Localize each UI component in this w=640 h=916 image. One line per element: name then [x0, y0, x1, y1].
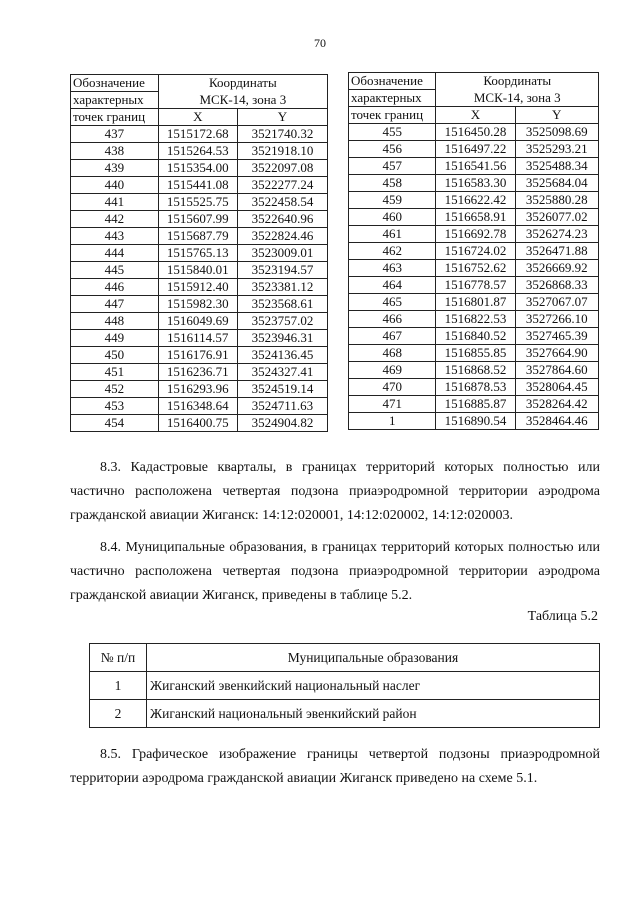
table-row: [71, 262, 328, 279]
table-row: [71, 296, 328, 313]
table-row: [71, 279, 328, 296]
table-row: [71, 228, 328, 245]
point-number: 446: [71, 279, 159, 296]
x-value: 1516293.96: [158, 381, 237, 398]
point-number: 469: [349, 362, 436, 379]
coords-header-line2: МСК-14, зона 3: [158, 92, 327, 109]
y-value: 3528264.42: [515, 396, 599, 413]
paragraph-8-4: 8.4. Муниципальные образования, в границах территорий которых полностью или частично расположена четвертая подзона приаэродромной территории аэродрома гражданской авиации Жиганск, приведены в таблице 5.2.: [70, 540, 600, 603]
x-value: 1516890.54: [436, 413, 515, 430]
y-value: 3523381.12: [237, 279, 327, 296]
coordinates-table-right: [348, 72, 599, 430]
y-value: 3525880.28: [515, 192, 599, 209]
x-value: 1516855.85: [436, 345, 515, 362]
table-row: [349, 362, 599, 379]
y-value: 3526077.02: [515, 209, 599, 226]
row-number: 1: [90, 672, 147, 700]
point-number: 439: [71, 160, 159, 177]
x-value: 1516541.56: [436, 158, 515, 175]
point-number: 447: [71, 296, 159, 313]
point-number: 437: [71, 126, 159, 143]
x-value: 1516236.71: [158, 364, 237, 381]
table-row: [71, 126, 328, 143]
y-value: 3522458.54: [237, 194, 327, 211]
point-number: 451: [71, 364, 159, 381]
point-number: 460: [349, 209, 436, 226]
point-number: 449: [71, 330, 159, 347]
table-row: [349, 192, 599, 209]
x-value: 1515441.08: [158, 177, 237, 194]
table-row: [71, 347, 328, 364]
point-number: 441: [71, 194, 159, 211]
table-row: [349, 141, 599, 158]
point-header-line1: Обозначение: [349, 73, 436, 90]
table-row: [71, 398, 328, 415]
municipality-name: Жиганский национальный эвенкийский район: [147, 700, 600, 728]
y-value: 3528064.45: [515, 379, 599, 396]
x-value: 1515912.40: [158, 279, 237, 296]
x-value: 1515607.99: [158, 211, 237, 228]
y-value: 3523946.31: [237, 330, 327, 347]
x-header: X: [436, 107, 515, 124]
point-number: 448: [71, 313, 159, 330]
table-row: [349, 277, 599, 294]
table-row: [71, 364, 328, 381]
x-value: 1516801.87: [436, 294, 515, 311]
y-value: 3523757.02: [237, 313, 327, 330]
paragraph-8-5: 8.5. Графическое изображение границы четвертой подзоны приаэродромной территории аэродрома гражданской авиации Жиганск приведено на схеме 5.1.: [70, 747, 600, 786]
municipality-name: Жиганский эвенкийский национальный наслег: [147, 672, 600, 700]
x-header: X: [158, 109, 237, 126]
point-number: 450: [71, 347, 159, 364]
point-number: 440: [71, 177, 159, 194]
table-row: [71, 160, 328, 177]
y-value: 3524136.45: [237, 347, 327, 364]
paragraph-8-3: 8.3. Кадастровые кварталы, в границах территорий которых полностью или частично расположена четвертая подзона приаэродромной территории аэродрома гражданской авиации Жиганск: 14:12:020001, 14:12:020002, 14:12:020003.: [70, 460, 600, 523]
x-value: 1516778.57: [436, 277, 515, 294]
x-value: 1515765.13: [158, 245, 237, 262]
x-value: 1515840.01: [158, 262, 237, 279]
point-number: 1: [349, 413, 436, 430]
point-number: 464: [349, 277, 436, 294]
x-value: 1516400.75: [158, 415, 237, 432]
point-number: 470: [349, 379, 436, 396]
x-value: 1516724.02: [436, 243, 515, 260]
point-number: 468: [349, 345, 436, 362]
table-row: [349, 345, 599, 362]
point-number: 443: [71, 228, 159, 245]
x-value: 1516840.52: [436, 328, 515, 345]
table-row: [71, 245, 328, 262]
y-value: 3525293.21: [515, 141, 599, 158]
coords-header-line1: Координаты: [436, 73, 599, 90]
x-value: 1515525.75: [158, 194, 237, 211]
table-row: [349, 396, 599, 413]
x-value: 1516868.52: [436, 362, 515, 379]
y-value: 3522097.08: [237, 160, 327, 177]
point-number: 471: [349, 396, 436, 413]
coords-header-line2: МСК-14, зона 3: [436, 90, 599, 107]
page-number: 70: [314, 36, 326, 50]
x-value: 1516450.28: [436, 124, 515, 141]
y-value: 3522640.96: [237, 211, 327, 228]
y-value: 3523009.01: [237, 245, 327, 262]
y-value: 3523194.57: [237, 262, 327, 279]
x-value: 1516497.22: [436, 141, 515, 158]
x-value: 1516114.57: [158, 330, 237, 347]
point-number: 455: [349, 124, 436, 141]
point-number: 462: [349, 243, 436, 260]
table-row: [349, 311, 599, 328]
table-row: [90, 700, 600, 728]
x-value: 1515354.00: [158, 160, 237, 177]
y-value: 3526274.23: [515, 226, 599, 243]
y-value: 3526669.92: [515, 260, 599, 277]
y-value: 3528464.46: [515, 413, 599, 430]
point-header-line1: Обозначение: [71, 75, 159, 92]
table-row: [349, 124, 599, 141]
x-value: 1515264.53: [158, 143, 237, 160]
y-value: 3522824.46: [237, 228, 327, 245]
y-value: 3521918.10: [237, 143, 327, 160]
table-row: [349, 328, 599, 345]
y-value: 3524327.41: [237, 364, 327, 381]
x-value: 1515982.30: [158, 296, 237, 313]
municipalities-table: [89, 643, 600, 728]
point-number: 438: [71, 143, 159, 160]
y-value: 3524519.14: [237, 381, 327, 398]
x-value: 1516622.42: [436, 192, 515, 209]
x-value: 1516885.87: [436, 396, 515, 413]
point-header-line2: характерных: [349, 90, 436, 107]
table-row: [90, 672, 600, 700]
y-value: 3527465.39: [515, 328, 599, 345]
point-number: 463: [349, 260, 436, 277]
y-value: 3527864.60: [515, 362, 599, 379]
point-number: 457: [349, 158, 436, 175]
point-number: 466: [349, 311, 436, 328]
y-value: 3522277.24: [237, 177, 327, 194]
y-value: 3526471.88: [515, 243, 599, 260]
table-row: [349, 175, 599, 192]
point-number: 445: [71, 262, 159, 279]
y-header: Y: [515, 107, 599, 124]
table-row: [349, 413, 599, 430]
x-value: 1515687.79: [158, 228, 237, 245]
x-value: 1516822.53: [436, 311, 515, 328]
table-caption: Таблица 5.2: [527, 609, 598, 624]
y-value: 3521740.32: [237, 126, 327, 143]
table-row: [349, 243, 599, 260]
table-row: [71, 143, 328, 160]
name-header: Муниципальные образования: [147, 644, 600, 672]
table-row: [349, 379, 599, 396]
point-header-line3: точек границ: [71, 109, 159, 126]
row-number: 2: [90, 700, 147, 728]
point-number: 458: [349, 175, 436, 192]
y-value: 3525684.04: [515, 175, 599, 192]
x-value: 1516692.78: [436, 226, 515, 243]
y-header: Y: [237, 109, 327, 126]
coordinates-table-left: [70, 74, 328, 432]
x-value: 1516658.91: [436, 209, 515, 226]
x-value: 1516176.91: [158, 347, 237, 364]
table-row: [71, 415, 328, 432]
y-value: 3527664.90: [515, 345, 599, 362]
table-row: [71, 313, 328, 330]
table-row: [71, 381, 328, 398]
table-row: [349, 209, 599, 226]
y-value: 3524711.63: [237, 398, 327, 415]
point-header-line3: точек границ: [349, 107, 436, 124]
coords-header-line1: Координаты: [158, 75, 327, 92]
table-row: [349, 260, 599, 277]
point-number: 459: [349, 192, 436, 209]
table-row: [71, 330, 328, 347]
point-number: 442: [71, 211, 159, 228]
y-value: 3527266.10: [515, 311, 599, 328]
table-row: [71, 177, 328, 194]
table-row: [349, 158, 599, 175]
point-number: 467: [349, 328, 436, 345]
table-row: [71, 194, 328, 211]
point-number: 456: [349, 141, 436, 158]
point-number: 465: [349, 294, 436, 311]
y-value: 3525488.34: [515, 158, 599, 175]
point-number: 454: [71, 415, 159, 432]
y-value: 3526868.33: [515, 277, 599, 294]
x-value: 1516348.64: [158, 398, 237, 415]
table-row: [349, 226, 599, 243]
x-value: 1516583.30: [436, 175, 515, 192]
table-row: [349, 294, 599, 311]
y-value: 3523568.61: [237, 296, 327, 313]
point-header-line2: характерных: [71, 92, 159, 109]
y-value: 3527067.07: [515, 294, 599, 311]
x-value: 1516752.62: [436, 260, 515, 277]
point-number: 461: [349, 226, 436, 243]
num-header: № п/п: [90, 644, 147, 672]
point-number: 452: [71, 381, 159, 398]
y-value: 3524904.82: [237, 415, 327, 432]
x-value: 1515172.68: [158, 126, 237, 143]
y-value: 3525098.69: [515, 124, 599, 141]
table-row: [71, 211, 328, 228]
point-number: 444: [71, 245, 159, 262]
x-value: 1516049.69: [158, 313, 237, 330]
point-number: 453: [71, 398, 159, 415]
x-value: 1516878.53: [436, 379, 515, 396]
